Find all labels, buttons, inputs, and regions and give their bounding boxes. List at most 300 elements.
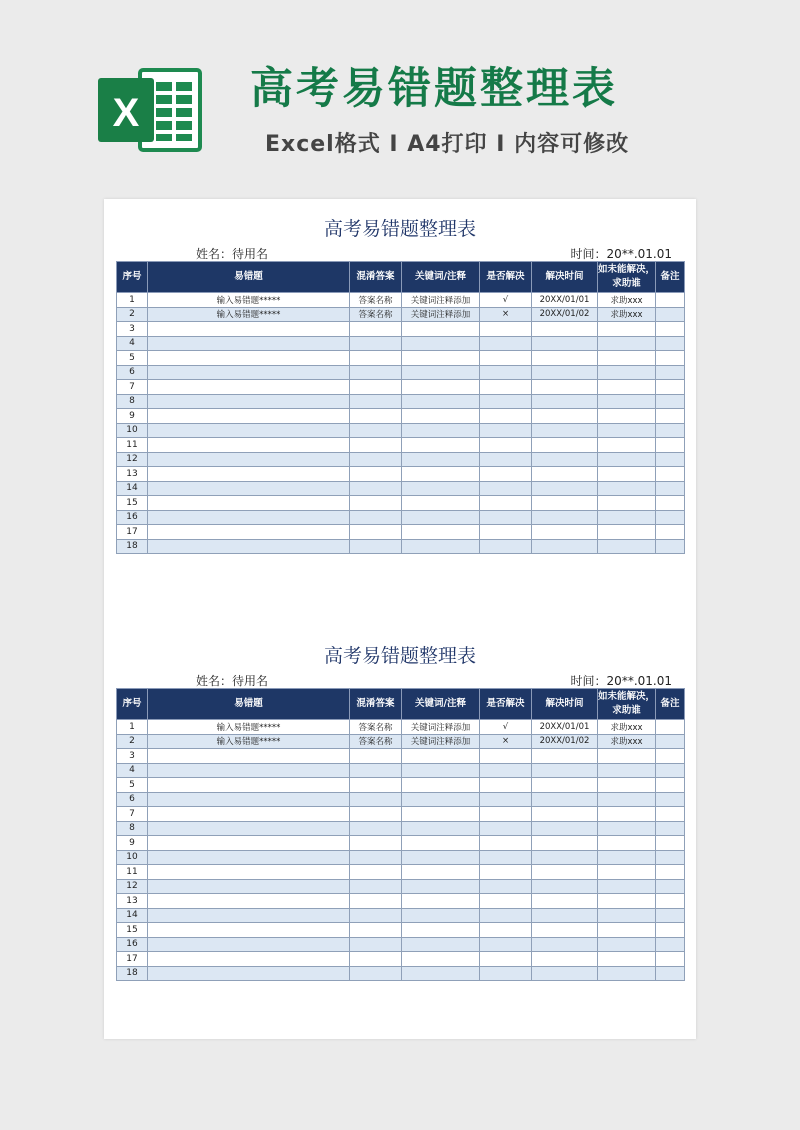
- seq-cell[interactable]: 11: [117, 865, 148, 880]
- seq-cell[interactable]: 17: [117, 952, 148, 967]
- remark-cell[interactable]: [656, 821, 685, 836]
- answer-cell[interactable]: [350, 394, 402, 409]
- answer-cell[interactable]: [350, 438, 402, 453]
- time-cell[interactable]: [532, 894, 598, 909]
- keyword-cell[interactable]: [402, 792, 480, 807]
- remark-cell[interactable]: [656, 778, 685, 793]
- keyword-cell[interactable]: [402, 937, 480, 952]
- seq-cell[interactable]: 18: [117, 966, 148, 981]
- solved-cell[interactable]: [480, 481, 532, 496]
- remark-cell[interactable]: [656, 763, 685, 778]
- remark-cell[interactable]: [656, 293, 685, 308]
- question-cell[interactable]: 输入易错题*****: [148, 307, 350, 322]
- seq-cell[interactable]: 11: [117, 438, 148, 453]
- seq-cell[interactable]: 9: [117, 409, 148, 424]
- question-cell[interactable]: [148, 894, 350, 909]
- table-row: [117, 734, 685, 749]
- help-cell[interactable]: [598, 481, 656, 496]
- remark-cell[interactable]: [656, 865, 685, 880]
- help-cell[interactable]: [598, 937, 656, 952]
- help-cell[interactable]: [598, 763, 656, 778]
- question-cell[interactable]: [148, 380, 350, 395]
- question-cell[interactable]: [148, 365, 350, 380]
- question-cell[interactable]: [148, 778, 350, 793]
- solved-cell[interactable]: [480, 894, 532, 909]
- time-cell[interactable]: [532, 952, 598, 967]
- seq-cell[interactable]: 14: [117, 908, 148, 923]
- question-cell[interactable]: [148, 763, 350, 778]
- help-cell[interactable]: [598, 792, 656, 807]
- solved-cell[interactable]: [480, 952, 532, 967]
- help-cell[interactable]: [598, 966, 656, 981]
- name-label: 姓名：待用名: [196, 247, 269, 261]
- question-cell[interactable]: [148, 749, 350, 764]
- solved-cell[interactable]: [480, 452, 532, 467]
- time-cell[interactable]: [532, 778, 598, 793]
- keyword-cell[interactable]: [402, 539, 480, 554]
- help-cell[interactable]: [598, 423, 656, 438]
- answer-cell[interactable]: [350, 836, 402, 851]
- time-cell[interactable]: [532, 850, 598, 865]
- question-cell[interactable]: [148, 481, 350, 496]
- time-cell[interactable]: 20XX/01/02: [532, 307, 598, 322]
- time-cell[interactable]: [532, 322, 598, 337]
- time-cell[interactable]: [532, 865, 598, 880]
- table-row: [117, 467, 685, 482]
- seq-cell[interactable]: 7: [117, 807, 148, 822]
- question-cell[interactable]: [148, 322, 350, 337]
- help-cell[interactable]: 求助xxx: [598, 734, 656, 749]
- solved-cell[interactable]: [480, 879, 532, 894]
- help-cell[interactable]: [598, 850, 656, 865]
- remark-cell[interactable]: [656, 539, 685, 554]
- keyword-cell[interactable]: [402, 481, 480, 496]
- solved-cell[interactable]: √: [480, 720, 532, 735]
- remark-cell[interactable]: [656, 908, 685, 923]
- answer-cell[interactable]: 答案名称: [350, 293, 402, 308]
- help-cell[interactable]: [598, 539, 656, 554]
- info-row: [116, 243, 684, 261]
- solved-cell[interactable]: [480, 865, 532, 880]
- seq-cell[interactable]: 15: [117, 496, 148, 511]
- remark-cell[interactable]: [656, 850, 685, 865]
- time-cell[interactable]: [532, 908, 598, 923]
- keyword-cell[interactable]: [402, 423, 480, 438]
- remark-cell[interactable]: [656, 510, 685, 525]
- time-cell[interactable]: [532, 394, 598, 409]
- keyword-cell[interactable]: [402, 496, 480, 511]
- answer-cell[interactable]: [350, 966, 402, 981]
- seq-cell[interactable]: 2: [117, 307, 148, 322]
- keyword-cell[interactable]: [402, 966, 480, 981]
- time-cell[interactable]: [532, 539, 598, 554]
- answer-cell[interactable]: [350, 865, 402, 880]
- question-cell[interactable]: [148, 879, 350, 894]
- answer-cell[interactable]: [350, 923, 402, 938]
- keyword-cell[interactable]: 关键词注释添加: [402, 734, 480, 749]
- time-cell[interactable]: [532, 365, 598, 380]
- time-cell[interactable]: [532, 525, 598, 540]
- question-cell[interactable]: [148, 423, 350, 438]
- seq-cell[interactable]: 12: [117, 879, 148, 894]
- solved-cell[interactable]: [480, 792, 532, 807]
- solved-cell[interactable]: [480, 394, 532, 409]
- seq-cell[interactable]: 8: [117, 821, 148, 836]
- time-cell[interactable]: [532, 409, 598, 424]
- keyword-cell[interactable]: [402, 923, 480, 938]
- help-cell[interactable]: [598, 452, 656, 467]
- remark-cell[interactable]: [656, 409, 685, 424]
- answer-cell[interactable]: [350, 336, 402, 351]
- seq-cell[interactable]: 4: [117, 336, 148, 351]
- question-cell[interactable]: [148, 496, 350, 511]
- seq-cell[interactable]: 14: [117, 481, 148, 496]
- question-cell[interactable]: [148, 525, 350, 540]
- seq-cell[interactable]: 15: [117, 923, 148, 938]
- help-cell[interactable]: [598, 908, 656, 923]
- time-cell[interactable]: [532, 966, 598, 981]
- keyword-cell[interactable]: [402, 452, 480, 467]
- keyword-cell[interactable]: [402, 365, 480, 380]
- answer-cell[interactable]: [350, 749, 402, 764]
- time-label: 时间：20**.01.01: [570, 247, 672, 261]
- seq-cell[interactable]: 6: [117, 792, 148, 807]
- keyword-cell[interactable]: 关键词注释添加: [402, 720, 480, 735]
- question-cell[interactable]: [148, 865, 350, 880]
- remark-cell[interactable]: [656, 351, 685, 366]
- time-cell[interactable]: [532, 510, 598, 525]
- remark-cell[interactable]: [656, 394, 685, 409]
- seq-cell[interactable]: 13: [117, 894, 148, 909]
- answer-cell[interactable]: [350, 496, 402, 511]
- answer-cell[interactable]: [350, 423, 402, 438]
- help-cell[interactable]: [598, 749, 656, 764]
- time-cell[interactable]: [532, 336, 598, 351]
- answer-cell[interactable]: [350, 879, 402, 894]
- answer-cell[interactable]: 答案名称: [350, 734, 402, 749]
- remark-cell[interactable]: [656, 952, 685, 967]
- help-cell[interactable]: [598, 836, 656, 851]
- remark-cell[interactable]: [656, 380, 685, 395]
- time-cell[interactable]: [532, 749, 598, 764]
- remark-cell[interactable]: [656, 734, 685, 749]
- remark-cell[interactable]: [656, 496, 685, 511]
- keyword-cell[interactable]: [402, 908, 480, 923]
- help-cell[interactable]: [598, 322, 656, 337]
- header-col-help: 如未能解决，求助谁: [598, 689, 656, 720]
- question-cell[interactable]: [148, 966, 350, 981]
- solved-cell[interactable]: ×: [480, 734, 532, 749]
- keyword-cell[interactable]: [402, 865, 480, 880]
- help-cell[interactable]: 求助xxx: [598, 307, 656, 322]
- answer-cell[interactable]: [350, 380, 402, 395]
- answer-cell[interactable]: [350, 481, 402, 496]
- question-cell[interactable]: 输入易错题*****: [148, 734, 350, 749]
- table-row: [117, 749, 685, 764]
- remark-cell[interactable]: [656, 937, 685, 952]
- help-cell[interactable]: [598, 365, 656, 380]
- remark-cell[interactable]: [656, 322, 685, 337]
- table-row: [117, 336, 685, 351]
- question-cell[interactable]: [148, 539, 350, 554]
- time-cell[interactable]: [532, 937, 598, 952]
- answer-cell[interactable]: [350, 894, 402, 909]
- seq-cell[interactable]: 13: [117, 467, 148, 482]
- remark-cell[interactable]: [656, 481, 685, 496]
- help-cell[interactable]: [598, 821, 656, 836]
- seq-cell[interactable]: 3: [117, 322, 148, 337]
- question-cell[interactable]: [148, 908, 350, 923]
- seq-cell[interactable]: 8: [117, 394, 148, 409]
- keyword-cell[interactable]: [402, 322, 480, 337]
- answer-cell[interactable]: [350, 539, 402, 554]
- solved-cell[interactable]: [480, 821, 532, 836]
- time-cell[interactable]: 20XX/01/01: [532, 720, 598, 735]
- answer-cell[interactable]: [350, 525, 402, 540]
- keyword-cell[interactable]: [402, 807, 480, 822]
- seq-cell[interactable]: 7: [117, 380, 148, 395]
- keyword-cell[interactable]: [402, 850, 480, 865]
- question-cell[interactable]: [148, 850, 350, 865]
- remark-cell[interactable]: [656, 438, 685, 453]
- time-cell[interactable]: [532, 452, 598, 467]
- answer-cell[interactable]: [350, 792, 402, 807]
- question-cell[interactable]: [148, 336, 350, 351]
- question-cell[interactable]: [148, 467, 350, 482]
- solved-cell[interactable]: [480, 908, 532, 923]
- help-cell[interactable]: [598, 336, 656, 351]
- remark-cell[interactable]: [656, 966, 685, 981]
- solved-cell[interactable]: [480, 836, 532, 851]
- question-cell[interactable]: [148, 952, 350, 967]
- question-cell[interactable]: [148, 438, 350, 453]
- remark-cell[interactable]: [656, 923, 685, 938]
- keyword-cell[interactable]: [402, 336, 480, 351]
- keyword-cell[interactable]: [402, 409, 480, 424]
- question-cell[interactable]: [148, 923, 350, 938]
- solved-cell[interactable]: [480, 510, 532, 525]
- time-cell[interactable]: 20XX/01/02: [532, 734, 598, 749]
- help-cell[interactable]: [598, 894, 656, 909]
- answer-cell[interactable]: [350, 908, 402, 923]
- solved-cell[interactable]: [480, 937, 532, 952]
- answer-cell[interactable]: [350, 409, 402, 424]
- keyword-cell[interactable]: [402, 380, 480, 395]
- seq-cell[interactable]: 12: [117, 452, 148, 467]
- remark-cell[interactable]: [656, 525, 685, 540]
- time-cell[interactable]: [532, 467, 598, 482]
- keyword-cell[interactable]: [402, 510, 480, 525]
- time-cell[interactable]: [532, 923, 598, 938]
- help-cell[interactable]: [598, 380, 656, 395]
- remark-cell[interactable]: [656, 336, 685, 351]
- seq-cell[interactable]: 3: [117, 749, 148, 764]
- help-cell[interactable]: [598, 394, 656, 409]
- remark-cell[interactable]: [656, 894, 685, 909]
- time-cell[interactable]: [532, 481, 598, 496]
- solved-cell[interactable]: [480, 438, 532, 453]
- answer-cell[interactable]: [350, 452, 402, 467]
- answer-cell[interactable]: [350, 821, 402, 836]
- answer-cell[interactable]: [350, 351, 402, 366]
- answer-cell[interactable]: [350, 850, 402, 865]
- remark-cell[interactable]: [656, 749, 685, 764]
- keyword-cell[interactable]: [402, 894, 480, 909]
- question-cell[interactable]: [148, 510, 350, 525]
- keyword-cell[interactable]: [402, 749, 480, 764]
- help-cell[interactable]: [598, 496, 656, 511]
- seq-cell[interactable]: 10: [117, 423, 148, 438]
- question-cell[interactable]: [148, 821, 350, 836]
- question-cell[interactable]: [148, 409, 350, 424]
- help-cell[interactable]: [598, 807, 656, 822]
- seq-cell[interactable]: 4: [117, 763, 148, 778]
- help-cell[interactable]: [598, 865, 656, 880]
- time-cell[interactable]: [532, 792, 598, 807]
- seq-cell[interactable]: 10: [117, 850, 148, 865]
- table-row: [117, 821, 685, 836]
- time-cell[interactable]: [532, 879, 598, 894]
- keyword-cell[interactable]: [402, 952, 480, 967]
- answer-cell[interactable]: [350, 322, 402, 337]
- seq-cell[interactable]: 9: [117, 836, 148, 851]
- help-cell[interactable]: [598, 510, 656, 525]
- solved-cell[interactable]: [480, 525, 532, 540]
- help-cell[interactable]: 求助xxx: [598, 293, 656, 308]
- solved-cell[interactable]: [480, 539, 532, 554]
- time-cell[interactable]: [532, 763, 598, 778]
- question-cell[interactable]: 输入易错题*****: [148, 720, 350, 735]
- question-cell[interactable]: [148, 937, 350, 952]
- solved-cell[interactable]: [480, 322, 532, 337]
- seq-cell[interactable]: 6: [117, 365, 148, 380]
- remark-cell[interactable]: [656, 720, 685, 735]
- keyword-cell[interactable]: [402, 351, 480, 366]
- help-cell[interactable]: [598, 525, 656, 540]
- solved-cell[interactable]: [480, 807, 532, 822]
- answer-cell[interactable]: [350, 365, 402, 380]
- keyword-cell[interactable]: [402, 467, 480, 482]
- answer-cell[interactable]: [350, 763, 402, 778]
- question-cell[interactable]: [148, 452, 350, 467]
- answer-cell[interactable]: [350, 952, 402, 967]
- question-cell[interactable]: [148, 807, 350, 822]
- solved-cell[interactable]: [480, 763, 532, 778]
- keyword-cell[interactable]: [402, 879, 480, 894]
- seq-cell[interactable]: 1: [117, 720, 148, 735]
- seq-cell[interactable]: 5: [117, 351, 148, 366]
- question-cell[interactable]: [148, 836, 350, 851]
- keyword-cell[interactable]: [402, 394, 480, 409]
- question-cell[interactable]: 输入易错题*****: [148, 293, 350, 308]
- remark-cell[interactable]: [656, 467, 685, 482]
- seq-cell[interactable]: 17: [117, 525, 148, 540]
- help-cell[interactable]: [598, 438, 656, 453]
- solved-cell[interactable]: [480, 850, 532, 865]
- info-row: [116, 670, 684, 688]
- time-cell[interactable]: [532, 821, 598, 836]
- time-cell[interactable]: [532, 423, 598, 438]
- help-cell[interactable]: [598, 778, 656, 793]
- help-cell[interactable]: [598, 923, 656, 938]
- remark-cell[interactable]: [656, 807, 685, 822]
- keyword-cell[interactable]: [402, 525, 480, 540]
- keyword-cell[interactable]: 关键词注释添加: [402, 307, 480, 322]
- keyword-cell[interactable]: [402, 778, 480, 793]
- remark-cell[interactable]: [656, 879, 685, 894]
- keyword-cell[interactable]: [402, 438, 480, 453]
- time-cell[interactable]: [532, 351, 598, 366]
- time-cell[interactable]: [532, 836, 598, 851]
- keyword-cell[interactable]: [402, 763, 480, 778]
- question-cell[interactable]: [148, 792, 350, 807]
- keyword-cell[interactable]: [402, 821, 480, 836]
- time-cell[interactable]: 20XX/01/01: [532, 293, 598, 308]
- seq-cell[interactable]: 18: [117, 539, 148, 554]
- solved-cell[interactable]: [480, 336, 532, 351]
- solved-cell[interactable]: [480, 365, 532, 380]
- table-row: [117, 966, 685, 981]
- header-col-seq: 序号: [117, 262, 148, 293]
- help-cell[interactable]: [598, 879, 656, 894]
- solved-cell[interactable]: [480, 966, 532, 981]
- answer-cell[interactable]: [350, 937, 402, 952]
- seq-cell[interactable]: 16: [117, 937, 148, 952]
- solved-cell[interactable]: [480, 749, 532, 764]
- help-cell[interactable]: [598, 351, 656, 366]
- solved-cell[interactable]: [480, 778, 532, 793]
- solved-cell[interactable]: [480, 351, 532, 366]
- help-cell[interactable]: 求助xxx: [598, 720, 656, 735]
- answer-cell[interactable]: 答案名称: [350, 720, 402, 735]
- remark-cell[interactable]: [656, 452, 685, 467]
- time-cell[interactable]: [532, 380, 598, 395]
- solved-cell[interactable]: [480, 923, 532, 938]
- remark-cell[interactable]: [656, 836, 685, 851]
- solved-cell[interactable]: [480, 467, 532, 482]
- remark-cell[interactable]: [656, 423, 685, 438]
- solved-cell[interactable]: [480, 423, 532, 438]
- remark-cell[interactable]: [656, 792, 685, 807]
- seq-cell[interactable]: 5: [117, 778, 148, 793]
- keyword-cell[interactable]: [402, 836, 480, 851]
- answer-cell[interactable]: [350, 510, 402, 525]
- seq-cell[interactable]: 1: [117, 293, 148, 308]
- answer-cell[interactable]: [350, 778, 402, 793]
- answer-cell[interactable]: [350, 807, 402, 822]
- help-cell[interactable]: [598, 467, 656, 482]
- time-cell[interactable]: [532, 807, 598, 822]
- solved-cell[interactable]: [480, 409, 532, 424]
- time-cell[interactable]: [532, 496, 598, 511]
- solved-cell[interactable]: ×: [480, 307, 532, 322]
- time-cell[interactable]: [532, 438, 598, 453]
- seq-cell[interactable]: 16: [117, 510, 148, 525]
- keyword-cell[interactable]: 关键词注释添加: [402, 293, 480, 308]
- answer-cell[interactable]: [350, 467, 402, 482]
- question-cell[interactable]: [148, 394, 350, 409]
- remark-cell[interactable]: [656, 307, 685, 322]
- help-cell[interactable]: [598, 409, 656, 424]
- answer-cell[interactable]: 答案名称: [350, 307, 402, 322]
- solved-cell[interactable]: [480, 380, 532, 395]
- solved-cell[interactable]: [480, 496, 532, 511]
- solved-cell[interactable]: √: [480, 293, 532, 308]
- question-cell[interactable]: [148, 351, 350, 366]
- remark-cell[interactable]: [656, 365, 685, 380]
- seq-cell[interactable]: 2: [117, 734, 148, 749]
- help-cell[interactable]: [598, 952, 656, 967]
